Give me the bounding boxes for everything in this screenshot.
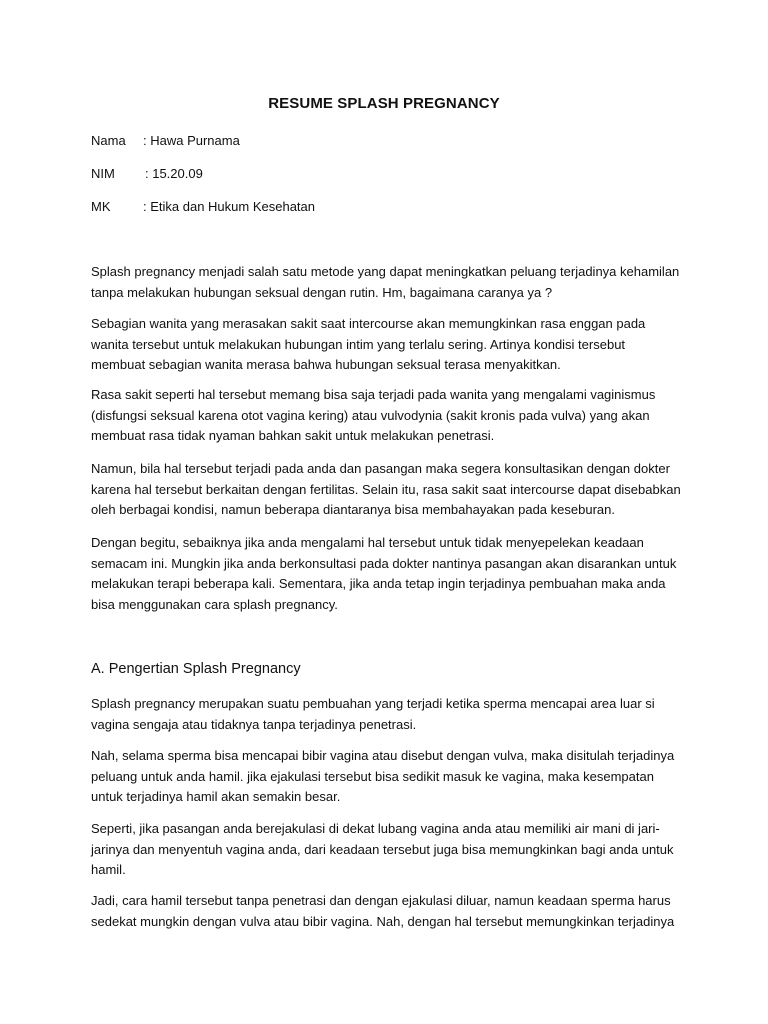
paragraph: Splash pregnancy menjadi salah satu metode yang dapat meningkatkan peluang terjadinya kehamilan tanpa melakukan hubungan seksual dengan rutin. Hm, bagaimana caranya ya ? xyxy=(91,264,680,300)
meta-value: : Etika dan Hukum Kesehatan xyxy=(143,199,315,214)
paragraph: Sebagian wanita yang merasakan sakit saat intercourse akan memungkinkan rasa enggan pada wanita tersebut untuk melakukan hubungan intim yang terlalu sering. Artinya kondisi tersebut membuat sebagian wanita merasa bahwa hubungan seksual terasa menyakitkan. xyxy=(91,316,646,372)
meta-value: : Hawa Purnama xyxy=(143,133,240,148)
meta-value: : 15.20.09 xyxy=(145,166,203,181)
meta-key: NIM xyxy=(91,166,115,181)
meta-row-mk xyxy=(91,198,315,216)
paragraph: Splash pregnancy merupakan suatu pembuahan yang terjadi ketika sperma mencapai area luar si vagina sengaja atau tidaknya tanpa terjadinya penetrasi. xyxy=(91,696,655,732)
document-title: RESUME SPLASH PREGNANCY xyxy=(268,95,500,112)
paragraph: Seperti, jika pasangan anda berejakulasi di dekat lubang vagina anda atau memiliki air mani di jari-jarinya dan menyentuh vagina anda, dari keadaan tersebut juga bisa memungkinkan bagi anda untuk hamil. xyxy=(91,821,674,877)
meta-key: Nama xyxy=(91,133,126,148)
paragraph: Nah, selama sperma bisa mencapai bibir vagina atau disebut dengan vulva, maka disitulah terjadinya peluang untuk anda hamil. jika ejakulasi tersebut bisa sedikit masuk ke vagina, maka kesempatan untuk terjadinya hamil akan semakin besar. xyxy=(91,748,675,804)
paragraph: Jadi, cara hamil tersebut tanpa penetrasi dan dengan ejakulasi diluar, namun keadaan sperma harus sedekat mungkin dengan vulva atau bibir vagina. Nah, dengan hal tersebut memungkinkan terjadinya xyxy=(91,893,675,929)
meta-key: MK xyxy=(91,199,111,214)
paragraph: Dengan begitu, sebaiknya jika anda mengalami hal tersebut untuk tidak menyepelekan keadaan semacam ini. Mungkin jika anda berkonsultasi pada dokter nantinya pasangan akan disarankan untuk melakukan terapi beberapa kali. Sementara, jika anda tetap ingin terjadinya pembuahan maka anda bisa menggunakan cara splash pregnancy. xyxy=(91,535,677,612)
paragraph: Namun, bila hal tersebut terjadi pada anda dan pasangan maka segera konsultasikan dengan dokter karena hal tersebut berkaitan dengan fertilitas. Selain itu, rasa sakit saat intercourse dapat disebabkan oleh berbagai kondisi, namun beberapa diantaranya bisa membahayakan pada keseburan. xyxy=(91,461,681,517)
paragraph: Rasa sakit seperti hal tersebut memang bisa saja terjadi pada wanita yang mengalami vaginismus (disfungsi seksual karena otot vagina kering) atau vulvodynia (sakit kronis pada vulva) yang akan membuat rasa tidak nyaman bahkan sakit untuk melakukan penetrasi. xyxy=(91,387,656,443)
section-heading: A. Pengertian Splash Pregnancy xyxy=(91,661,301,677)
meta-row-nama xyxy=(91,132,240,150)
meta-row-nim xyxy=(91,165,203,183)
